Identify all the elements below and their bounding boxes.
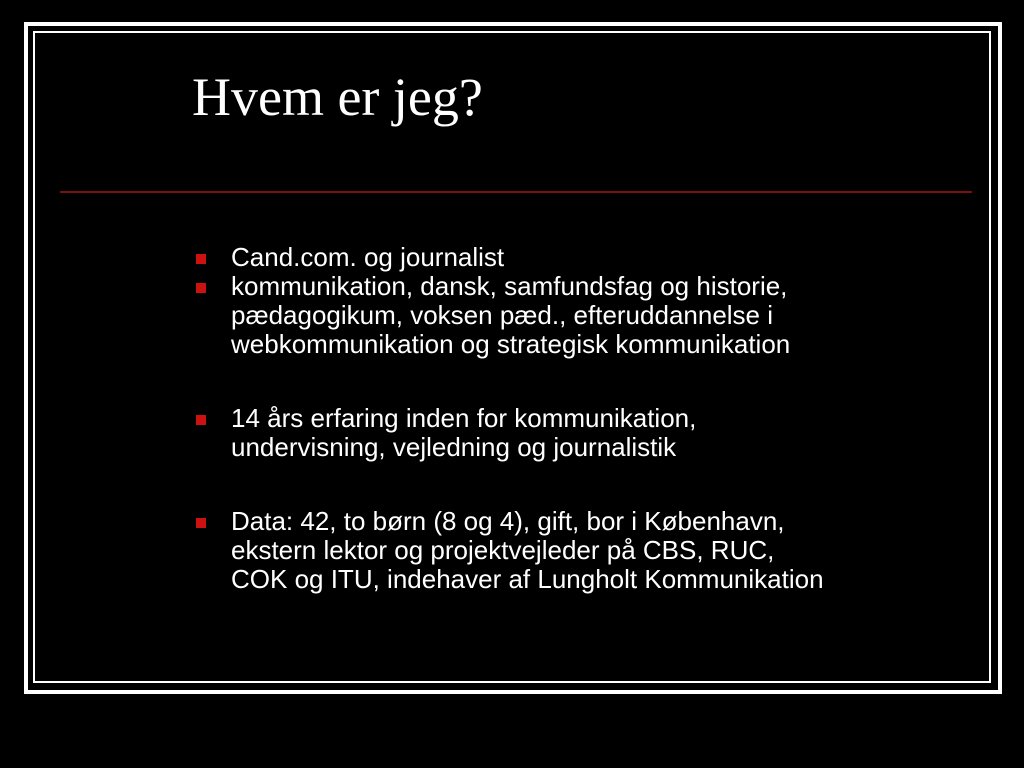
square-bullet-icon — [196, 254, 206, 264]
bullet-text: kommunikation, dansk, samfundsfag og historie, pædagogikum, voksen pæd., efteruddannelse i webkommunikation og strategisk kommunikation — [231, 271, 791, 359]
bullet-list — [192, 243, 972, 594]
bullet-item — [192, 243, 972, 272]
title-divider — [60, 191, 972, 193]
square-bullet-icon — [196, 415, 206, 425]
bullet-text: Data: 42, to børn (8 og 4), gift, bor i København, ekstern lektor og projektvejleder på CBS, RUC, COK og ITU, indehaver af Lungholt Kommunikation — [231, 506, 824, 594]
bullet-item — [192, 272, 972, 359]
square-bullet-icon — [196, 518, 206, 528]
bullet-text: Cand.com. og journalist — [231, 242, 505, 272]
slide-title: Hvem er jeg? — [192, 67, 483, 127]
bullet-item — [192, 507, 972, 594]
bullet-text: 14 års erfaring inden for kommunikation, undervisning, vejledning og journalistik — [231, 403, 697, 462]
bullet-item — [192, 404, 972, 462]
square-bullet-icon — [196, 283, 206, 293]
